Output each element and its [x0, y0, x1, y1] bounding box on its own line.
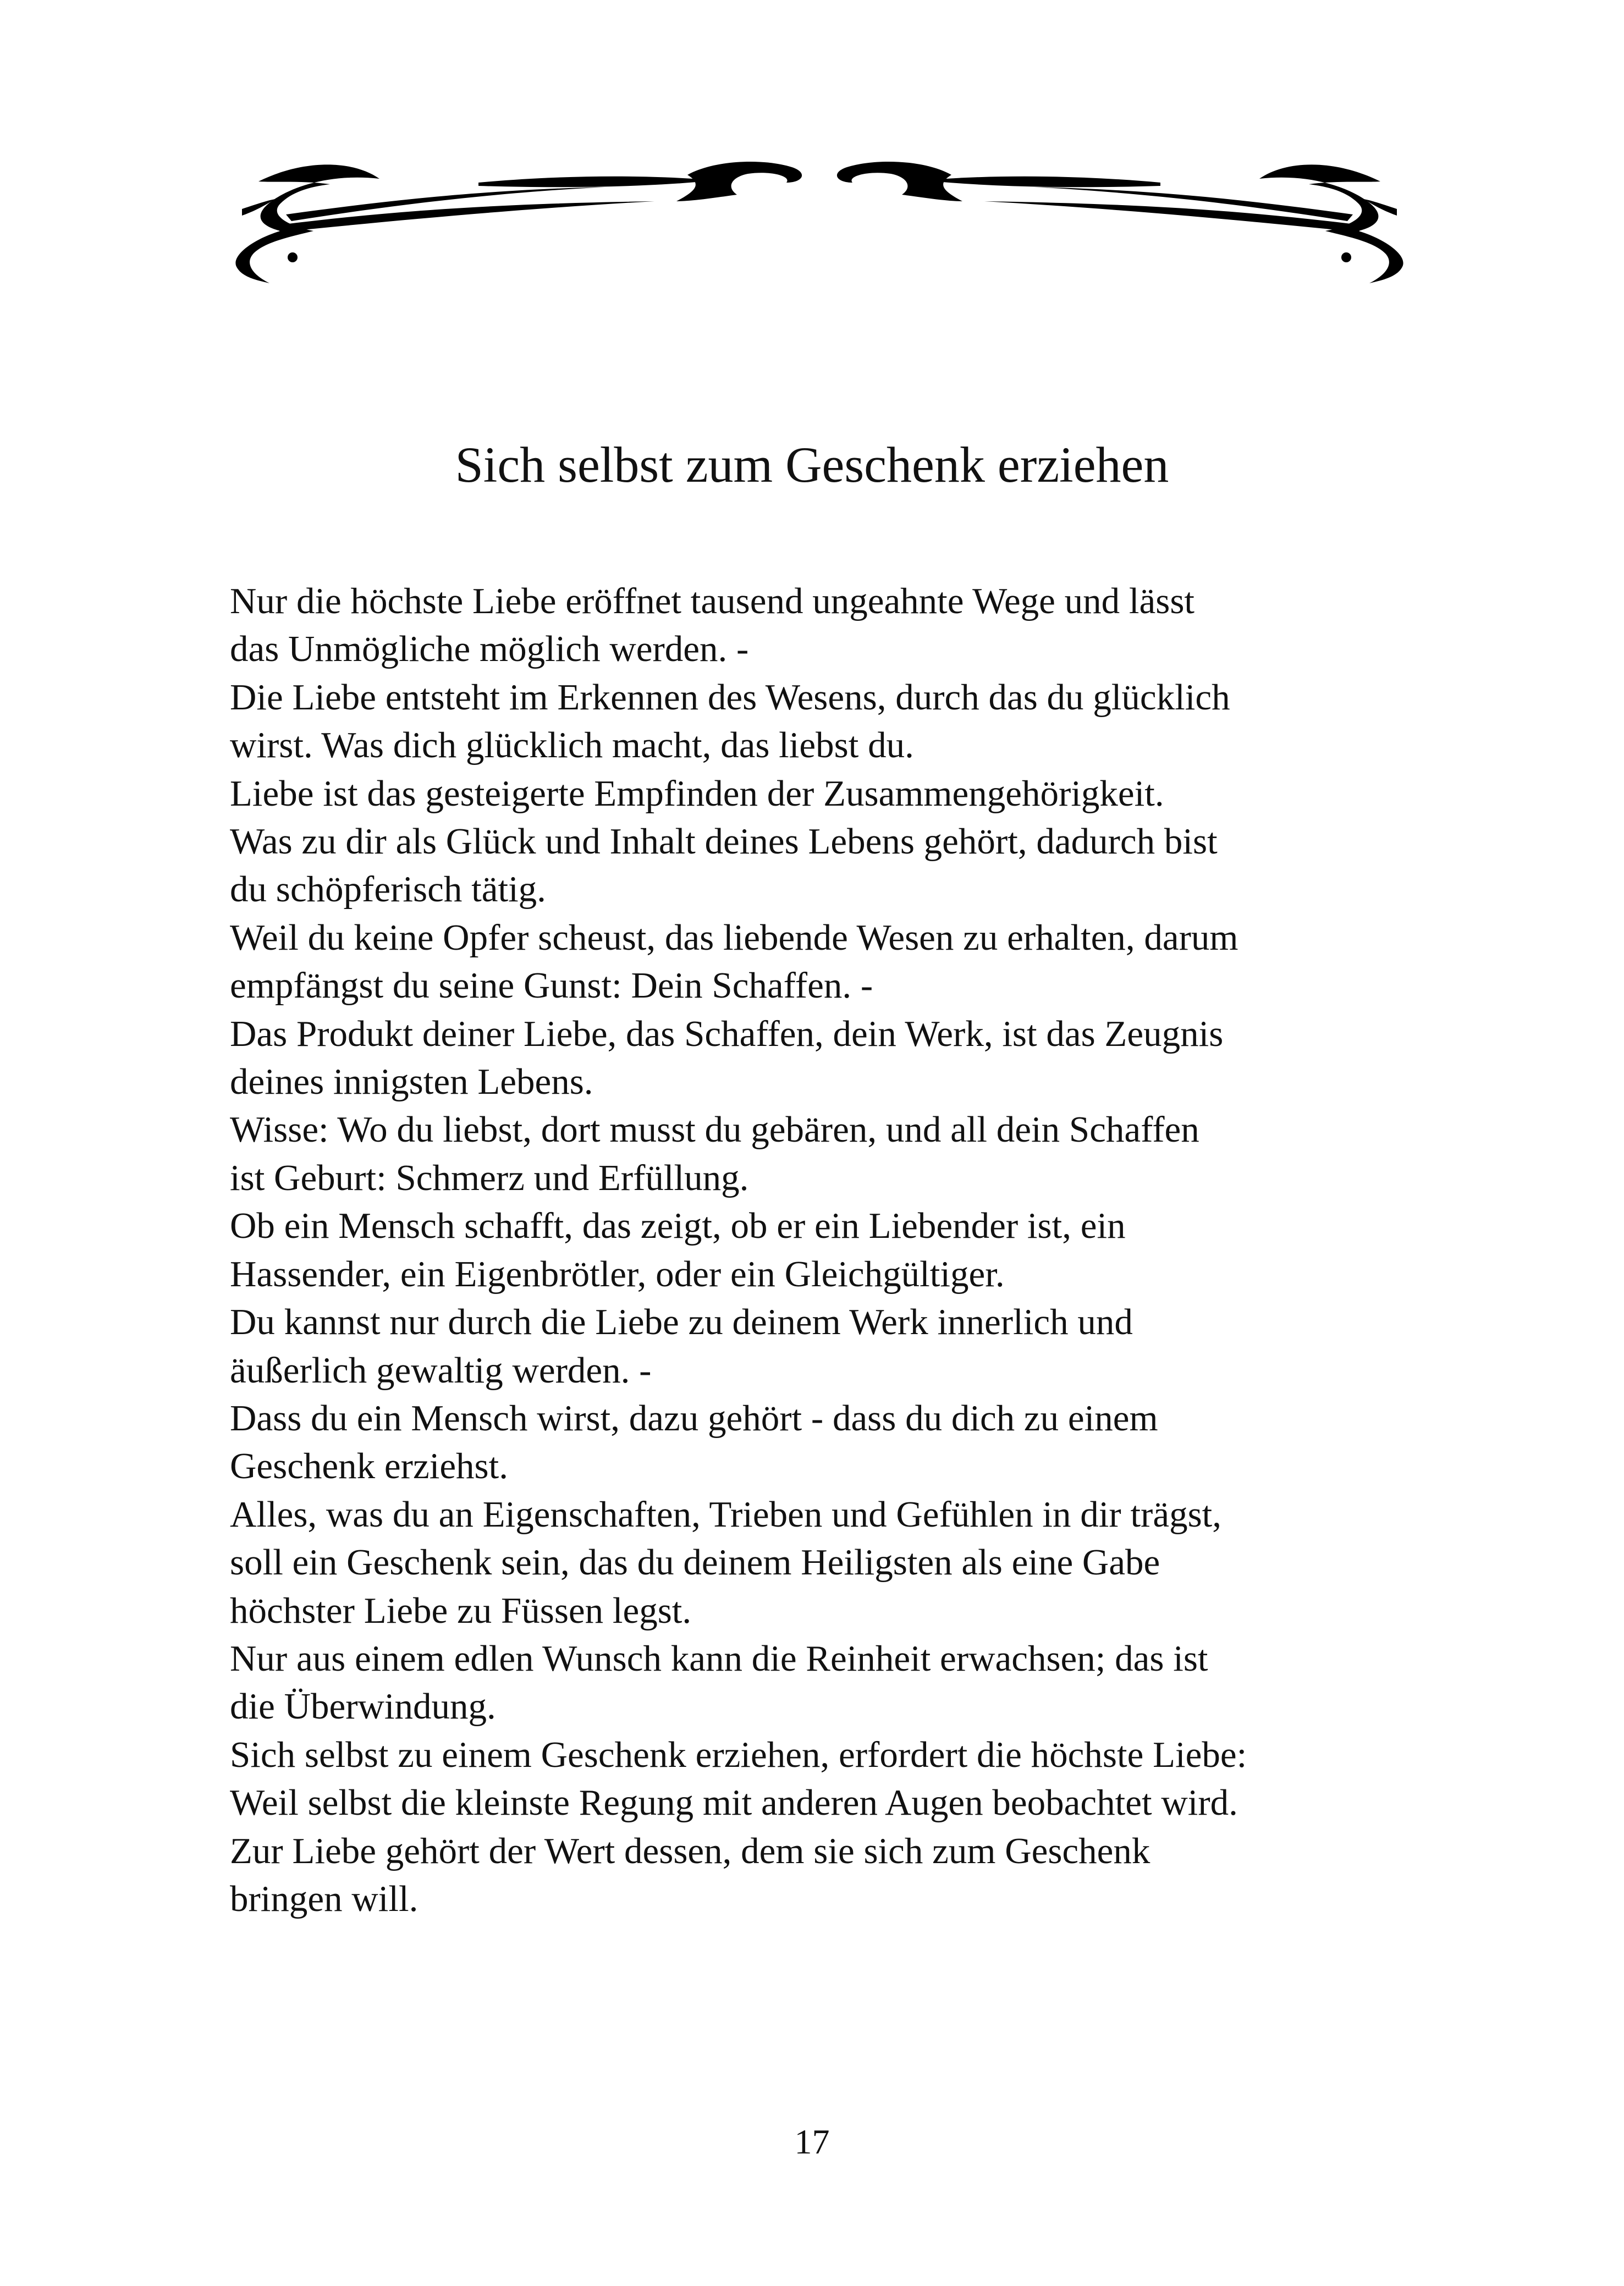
text-line: die Überwindung.	[230, 1686, 496, 1727]
text-line: Nur die höchste Liebe eröffnet tausend ungeahnte Wege und lässt	[230, 581, 1195, 621]
text-line: äußerlich gewaltig werden. -	[230, 1349, 652, 1391]
text-line: Geschenk erziehst.	[230, 1446, 509, 1487]
text-line: bringen will.	[230, 1878, 419, 1919]
left-scroll-dot	[288, 252, 298, 262]
page-number: 17	[794, 2122, 830, 2161]
text-line: Ob ein Mensch schafft, das zeigt, ob er ein Liebender ist, ein	[230, 1205, 1126, 1247]
text-line: höchster Liebe zu Füssen legst.	[230, 1590, 692, 1631]
left-center-hook	[676, 162, 802, 201]
right-center-bar	[924, 177, 1160, 188]
text-line: Sich selbst zu einem Geschenk erziehen, erfordert die höchste Liebe:	[230, 1734, 1247, 1775]
text-line: Dass du ein Mensch wirst, dazu gehört - dass du dich zu einem	[230, 1397, 1158, 1439]
body-text	[230, 577, 1462, 1923]
text-line: Weil du keine Opfer scheust, das liebende Wesen zu erhalten, darum	[230, 917, 1238, 958]
text-line: Das Produkt deiner Liebe, das Schaffen, dein Werk, ist das Zeugnis	[230, 1013, 1224, 1054]
text-line: ist Geburt: Schmerz und Erfüllung.	[230, 1157, 749, 1198]
text-line: Alles, was du an Eigenschaften, Trieben und Gefühlen in dir trägst,	[230, 1494, 1222, 1535]
text-line: soll ein Geschenk sein, das du deinem Heiligsten als eine Gabe	[230, 1542, 1160, 1583]
text-line: wirst. Was dich glücklich macht, das liebst du.	[230, 725, 914, 766]
text-line: deines innigsten Lebens.	[230, 1061, 593, 1103]
text-line: Nur aus einem edlen Wunsch kann die Reinheit erwachsen; das ist	[230, 1638, 1208, 1679]
text-line: Wisse: Wo du liebst, dort musst du gebären, und all dein Schaffen	[230, 1109, 1199, 1150]
text-line: empfängst du seine Gunst: Dein Schaffen. -	[230, 965, 873, 1006]
page-title: Sich selbst zum Geschenk erziehen	[455, 437, 1169, 493]
text-line: Zur Liebe gehört der Wert dessen, dem sie sich zum Geschenk	[230, 1830, 1150, 1871]
left-swash-lower	[275, 201, 654, 232]
left-center-bar	[478, 177, 715, 188]
text-line: Weil selbst die kleinste Regung mit anderen Augen beobachtet wird.	[230, 1782, 1238, 1824]
text-line: Hassender, ein Eigenbrötler, oder ein Gleichgültiger.	[230, 1253, 1005, 1295]
text-line: das Unmögliche möglich werden. -	[230, 629, 749, 670]
right-scroll-dot	[1341, 252, 1351, 262]
text-line: Liebe ist das gesteigerte Empfinden der Zusammengehörigkeit.	[230, 773, 1164, 814]
right-swash-lower	[984, 201, 1364, 232]
text-line: Die Liebe entsteht im Erkennen des Wesens, durch das du glücklich	[230, 676, 1230, 718]
text-line: Du kannst nur durch die Liebe zu deinem Werk innerlich und	[230, 1302, 1133, 1343]
text-line: Was zu dir als Glück und Inhalt deines Lebens gehört, dadurch bist	[230, 821, 1218, 862]
header-flourish-ornament	[220, 148, 1419, 286]
text-line: du schöpferisch tätig.	[230, 869, 546, 910]
